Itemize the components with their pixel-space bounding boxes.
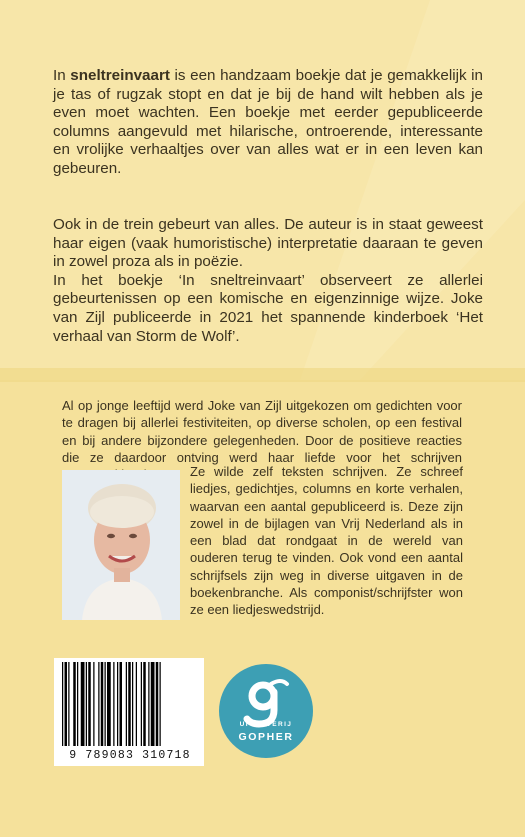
author-photo <box>62 470 180 620</box>
book-title: sneltreinvaart <box>70 67 170 84</box>
gopher-g-icon <box>219 664 313 758</box>
publisher-label: UITGEVERIJ <box>239 721 293 728</box>
intro-paragraph <box>53 67 483 179</box>
isbn-number: 9 789083 310718 <box>69 749 191 762</box>
bio-text-2: Ze wilde zelf teksten schrijven. Ze schreef liedjes, gedichtjes, columns en korte verhalen, waarvan een aantal gepubliceerd is. Deze zijn zowel in de bijlagen van Vrij Nederland als in een blad dat rondgaat in de wereld van ouderen terug te vinden. Ook vond een aantal schrijfsels zijn weg in diverse uitgaven in de boekenbranche. Als componist/schrijfster won ze een liedjeswedstrijd. <box>190 464 463 618</box>
publisher-logo <box>219 664 313 758</box>
train-text-1: Ook in de trein gebeurt van alles. De auteur is in staat geweest haar eigen (vaak humoristische) interpretatie daaraan te geven in zowel proza als in poëzie. <box>53 216 483 271</box>
barcode-bars-icon <box>54 658 204 750</box>
divider-band <box>0 368 525 382</box>
publisher-name: GOPHER <box>238 731 294 743</box>
train-text-2: In het boekje ‘In sneltreinvaart’ observeert ze allerlei gebeurtenissen op een komische en eigenzinnige wijze. Joke van Zijl publiceerde in 2021 het spannende kinderboek ‘Het verhaal van Storm de Wolf’. <box>53 271 483 345</box>
intro-lead: In <box>53 67 71 84</box>
intro-rest: is een handzaam boekje dat je gemakkelijk in je tas of rugzak stopt en dat je bij de hand wilt hebben als je even moet wachten. Een boekje met eerder gepubliceerde columns aangevuld met hilarische, ontroerende, interessante en vrolijke verhaaltjes over van alles wat er in een leven kan gebeuren. <box>53 67 483 177</box>
bio-text-1: Al op jonge leeftijd werd Joke van Zijl uitgekozen om gedichten voor te dragen bij allerlei festiviteiten, op diverse scholen, op een festival en bij andere bijzondere gelegenheden. Door de positieve reacties die ze daardoor ontving werd haar liefde voor het schrijven <box>62 398 462 465</box>
author-portrait-icon <box>62 470 180 620</box>
train-paragraph <box>53 216 483 346</box>
